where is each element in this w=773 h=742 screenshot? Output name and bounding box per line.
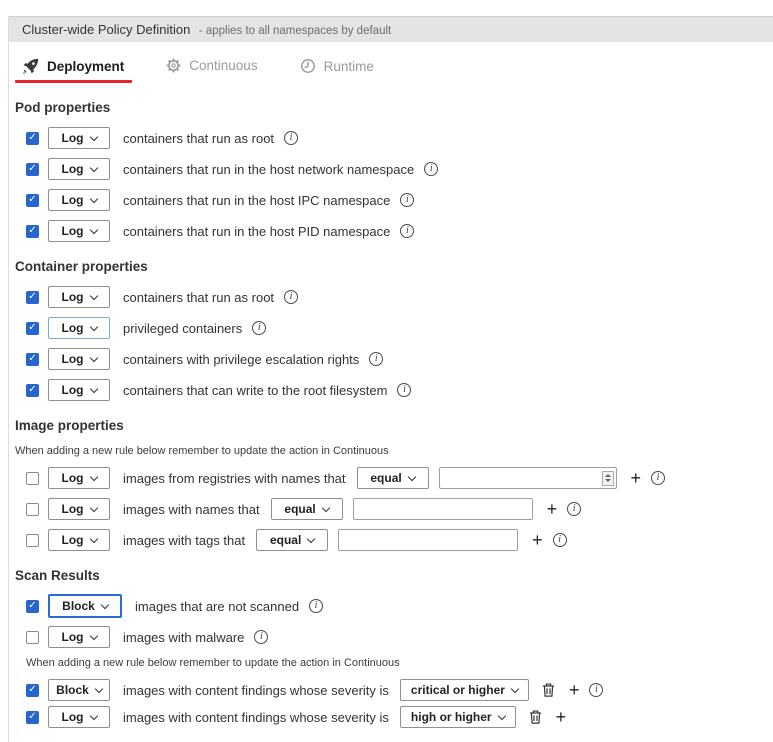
policy-row <box>26 286 773 308</box>
image-properties-note: When adding a new rule below remember to update the action in Continuous <box>15 445 389 457</box>
row-label: images with tags that <box>123 532 246 548</box>
clock-icon <box>300 58 316 74</box>
section-title-container-properties: Container properties <box>15 259 148 274</box>
add-rule-button[interactable]: + <box>546 499 558 519</box>
chevron-down-icon <box>89 503 97 511</box>
active-tab-underline <box>15 80 132 83</box>
policy-row <box>26 189 773 211</box>
action-dropdown[interactable]: Log <box>48 379 110 401</box>
row-label: containers that run in the host IPC namespace <box>123 192 391 208</box>
action-dropdown[interactable]: Log <box>48 189 110 211</box>
policy-panel <box>8 16 773 742</box>
stepper-icon[interactable] <box>602 471 614 486</box>
row-label: privileged containers <box>123 320 243 336</box>
add-rule-button[interactable]: + <box>630 468 642 488</box>
chevron-down-icon <box>89 194 97 202</box>
chevron-down-icon <box>89 322 97 330</box>
match-operator-dropdown[interactable]: equal <box>256 529 328 551</box>
info-icon[interactable] <box>424 162 438 176</box>
delete-rule-button[interactable] <box>542 683 555 697</box>
policy-rule-row <box>26 498 773 520</box>
match-operator-dropdown[interactable]: equal <box>357 467 429 489</box>
row-label: images that are not scanned <box>135 598 300 614</box>
panel-title: Cluster-wide Policy Definition <box>22 22 191 37</box>
action-dropdown[interactable]: Log <box>48 286 110 308</box>
match-operator-dropdown[interactable]: equal <box>271 498 343 520</box>
delete-rule-button[interactable] <box>529 710 542 724</box>
row-checkbox[interactable] <box>26 322 39 335</box>
chevron-down-icon <box>511 684 519 692</box>
add-rule-button[interactable]: + <box>532 530 543 550</box>
action-dropdown[interactable]: Log <box>48 220 110 242</box>
row-label: containers that run in the host network namespace <box>123 161 415 177</box>
action-dropdown[interactable]: Log <box>48 626 110 648</box>
chevron-down-icon <box>89 534 97 542</box>
row-checkbox[interactable] <box>26 472 39 485</box>
row-checkbox[interactable] <box>26 600 39 613</box>
chevron-down-icon <box>497 711 505 719</box>
tab-continuous-label: Continuous <box>189 58 258 73</box>
row-label: containers that run as root <box>123 130 275 146</box>
row-checkbox[interactable] <box>26 291 39 304</box>
row-label: images from registries with names that <box>123 470 346 486</box>
action-dropdown[interactable]: Log <box>48 706 110 728</box>
tab-deployment-label: Deployment <box>47 58 125 74</box>
policy-row <box>26 626 773 648</box>
chevron-down-icon <box>101 600 109 608</box>
chevron-down-icon <box>307 534 315 542</box>
row-checkbox[interactable] <box>26 225 39 238</box>
image-name-input[interactable] <box>353 498 533 520</box>
row-checkbox[interactable] <box>26 163 39 176</box>
row-label: containers with privilege escalation rights <box>123 351 360 367</box>
section-title-pod-properties: Pod properties <box>15 100 111 115</box>
tab-continuous[interactable] <box>158 56 265 79</box>
info-icon[interactable] <box>284 131 298 145</box>
row-checkbox[interactable] <box>26 132 39 145</box>
section-title-image-properties: Image properties <box>15 418 124 433</box>
row-checkbox[interactable] <box>26 503 39 516</box>
row-label: containers that run in the host PID namespace <box>123 223 391 239</box>
row-label: containers that run as root <box>123 289 275 305</box>
row-checkbox[interactable] <box>26 711 39 724</box>
policy-rule-row <box>26 529 773 551</box>
row-label: containers that can write to the root filesystem <box>123 382 388 398</box>
top-spacer <box>0 0 773 16</box>
info-icon[interactable] <box>369 352 383 366</box>
chevron-down-icon <box>89 353 97 361</box>
row-checkbox[interactable] <box>26 384 39 397</box>
tab-bar <box>15 56 773 83</box>
action-dropdown[interactable]: Log <box>48 467 110 489</box>
chevron-down-icon <box>89 291 97 299</box>
chevron-down-icon <box>95 684 103 692</box>
policy-row <box>26 127 773 149</box>
chevron-down-icon <box>89 163 97 171</box>
chevron-down-icon <box>407 472 415 480</box>
row-label: images with content findings whose severity is <box>123 709 389 725</box>
trash-icon <box>542 683 555 697</box>
severity-dropdown[interactable]: high or higher <box>400 706 516 728</box>
policy-row <box>26 379 773 401</box>
tab-deployment[interactable] <box>15 56 132 83</box>
action-dropdown[interactable]: Log <box>48 348 110 370</box>
add-rule-button[interactable]: + <box>568 680 580 700</box>
trash-icon <box>529 710 542 724</box>
row-checkbox[interactable] <box>26 631 39 644</box>
chevron-down-icon <box>89 225 97 233</box>
info-icon[interactable] <box>400 224 414 238</box>
chevron-down-icon <box>322 503 330 511</box>
tab-runtime-label: Runtime <box>323 58 374 74</box>
policy-row <box>26 317 773 339</box>
severity-rule-row <box>26 706 773 728</box>
row-checkbox[interactable] <box>26 194 39 207</box>
info-icon[interactable] <box>400 193 414 207</box>
chevron-down-icon <box>89 472 97 480</box>
chevron-down-icon <box>89 384 97 392</box>
policy-row <box>26 158 773 180</box>
action-dropdown[interactable]: Log <box>48 127 110 149</box>
policy-row <box>26 348 773 370</box>
row-label: images with content findings whose severity is <box>123 682 389 698</box>
image-tag-input[interactable] <box>338 529 518 551</box>
section-title-scan-results: Scan Results <box>15 568 100 583</box>
policy-row <box>26 595 773 617</box>
chevron-down-icon <box>89 132 97 140</box>
registry-name-input[interactable] <box>439 467 617 489</box>
row-checkbox[interactable] <box>26 353 39 366</box>
info-icon[interactable] <box>309 599 323 613</box>
policy-row <box>26 220 773 242</box>
rocket-icon <box>23 58 39 74</box>
info-icon[interactable] <box>567 502 581 516</box>
scan-results-note: When adding a new rule below remember to update the action in Continuous <box>26 657 400 669</box>
action-dropdown[interactable]: Block <box>48 679 110 701</box>
row-checkbox[interactable] <box>26 534 39 547</box>
add-rule-button[interactable]: + <box>555 707 567 727</box>
tab-runtime[interactable] <box>292 56 382 80</box>
info-icon[interactable] <box>284 290 298 304</box>
info-icon[interactable] <box>397 383 411 397</box>
gear-icon <box>166 58 181 73</box>
action-dropdown[interactable]: Log <box>48 498 110 520</box>
info-icon[interactable] <box>589 683 603 697</box>
panel-header <box>9 16 773 42</box>
info-icon[interactable] <box>553 533 567 547</box>
info-icon[interactable] <box>651 471 665 485</box>
row-checkbox[interactable] <box>26 684 39 697</box>
severity-rule-row <box>26 679 773 701</box>
row-label: images with names that <box>123 501 260 517</box>
action-dropdown[interactable]: Block <box>48 594 122 618</box>
action-dropdown[interactable]: Log <box>48 529 110 551</box>
info-icon[interactable] <box>254 630 268 644</box>
chevron-down-icon <box>89 631 97 639</box>
panel-subtitle: - applies to all namespaces by default <box>198 25 392 37</box>
chevron-down-icon <box>89 711 97 719</box>
action-dropdown[interactable]: Log <box>48 317 110 339</box>
action-dropdown[interactable]: Log <box>48 158 110 180</box>
row-label: images with malware <box>123 629 245 645</box>
severity-dropdown[interactable]: critical or higher <box>400 679 529 701</box>
policy-rule-row <box>26 467 773 489</box>
info-icon[interactable] <box>252 321 266 335</box>
